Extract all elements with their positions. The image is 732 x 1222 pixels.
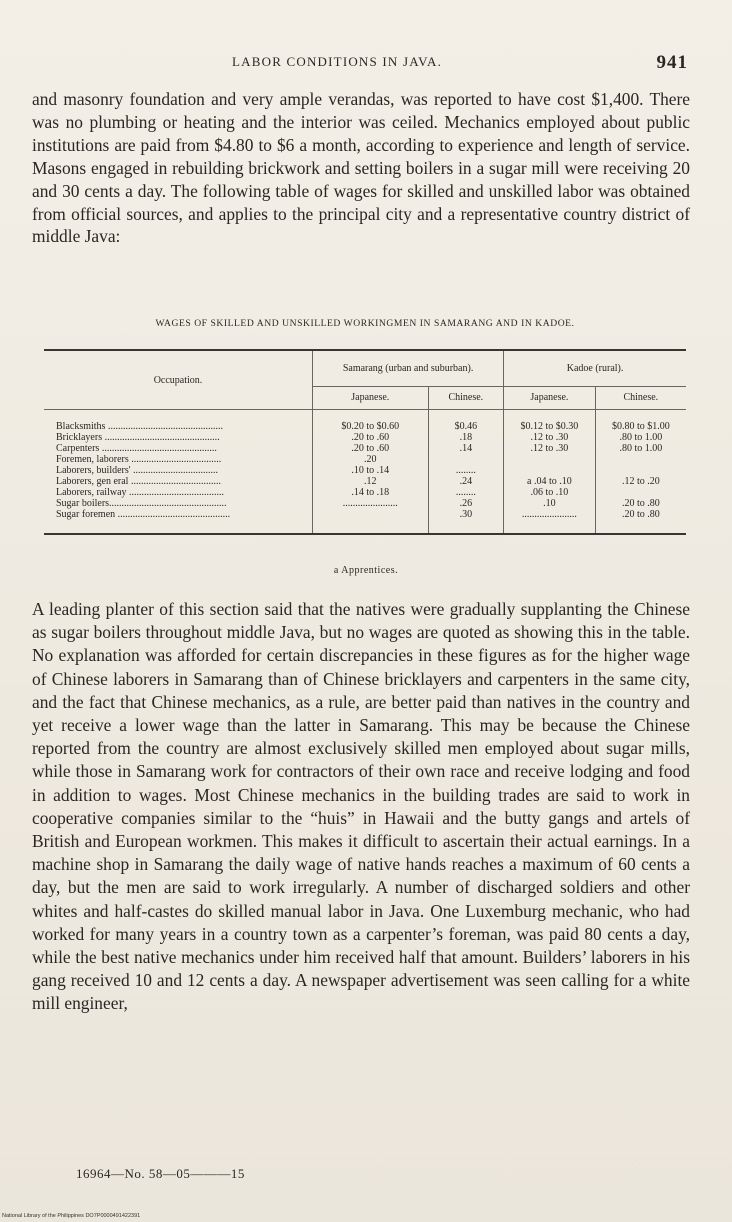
occupation-header: Occupation. [44, 350, 313, 410]
kadoe-chinese-cell: $0.80 to $1.00 [595, 410, 686, 433]
kadoe-japanese-cell [504, 454, 596, 465]
samarang-chinese-cell: ........ [428, 487, 504, 498]
samarang-japanese-cell: .14 to .18 [313, 487, 429, 498]
kadoe-japanese-cell: a .04 to .10 [504, 476, 596, 487]
paragraph-intro: and masonry foundation and very ample verandas, was reported to have cost $1,400. There was no plumbing or heating and the interior was ceiled. Mechanics employed about public institutions are paid from $4.80 to $6 a month, according to experience and length of service. Masons engaged in rebuilding brickwork and setting boilers in a sugar mill were receiving 20 and 30 cents a day. The following table of wages for skilled and unskilled labor was obtained from official sources, and applies to the principal city and a representative country district of middle Java: [32, 89, 690, 247]
scan-credit: National Library of the Philippines DO7P0000491422391 [2, 1213, 141, 1219]
samarang-chinese-cell: .18 [428, 432, 504, 443]
occupation-cell: Blacksmiths .............................................. [44, 410, 313, 433]
occupation-cell: Bricklayers .............................................. [44, 432, 313, 443]
kadoe-japanese-cell: .12 to .30 [504, 432, 596, 443]
kadoe-header: Kadoe (rural). [504, 350, 686, 386]
japanese-header-kadoe: Japanese. [504, 386, 596, 409]
samarang-chinese-cell: .30 [428, 509, 504, 534]
samarang-japanese-cell: .20 [313, 454, 429, 465]
table-row [44, 487, 686, 498]
samarang-chinese-cell: .24 [428, 476, 504, 487]
occupation-cell: Laborers, gen eral .................................... [44, 476, 313, 487]
kadoe-chinese-cell: .80 to 1.00 [619, 443, 663, 454]
samarang-japanese-cell: ...................... [313, 498, 429, 509]
table-row [44, 432, 686, 443]
samarang-chinese-cell: $0.46 [428, 410, 504, 433]
table-row [44, 454, 686, 465]
kadoe-japanese-cell: .06 to .10 [504, 487, 596, 498]
occupation-cell: Sugar foremen ............................................. [44, 509, 313, 534]
samarang-chinese-cell: ........ [428, 465, 504, 476]
table-row [44, 509, 686, 534]
table-row [44, 498, 686, 509]
paragraph-discussion: A leading planter of this section said that the natives were gradually supplanting the Chinese as sugar boilers throughout middle Java, but no wages are quoted as showing this in the table. No explanation was afforded for certain discrepancies in these figures as for the higher wage of Chinese laborers in Samarang than of Chinese bricklayers and carpenters in the same city, and the fact that Chinese mechanics, as a rule, are better paid than natives in the country and yet receive a lower wage than the latter in Samarang. This may be because the Chinese reported from the country are almost exclusively skilled men employed about sugar mills, while those in Samarang work for contractors of their own race and receive lodging and food in addition to wages. Most Chinese mechanics in the building trades are said to work in cooperative companies similar to the “huis” in Hawaii and the butty gangs and artels of British and European workmen. This makes it difficult to ascertain their actual earnings. In a machine shop in Samarang the daily wage of native hands reaches a maximum of 60 cents a day, but the men are said to work irregularly. A number of discharged soldiers and other whites and half-castes do skilled manual labor in Java. One Luxemburg mechanic, who had worked for many years in a country town as a carpenter’s foreman, was paid 80 cents a day, while the best native mechanics under him received half that amount. Builders’ laborers in his gang received 10 and 12 cents a day. A newspaper advertisement was seen calling for a white mill engineer, [32, 599, 690, 1014]
japanese-header: Japanese. [313, 386, 429, 409]
occupation-cell: Laborers, builders' .................................. [44, 465, 313, 476]
kadoe-chinese-cell: .20 to .80 [595, 509, 686, 534]
chinese-header-kadoe: Chinese. [623, 392, 659, 404]
occupation-cell: Laborers, railway ...................................... [44, 487, 313, 498]
occupation-cell: Sugar boilers............................................... [44, 498, 313, 509]
kadoe-japanese-cell: $0.12 to $0.30 [504, 410, 596, 433]
occupation-cell: Foremen, laborers .................................... [44, 454, 313, 465]
chinese-header: Chinese. [428, 386, 504, 409]
kadoe-chinese-cell [595, 454, 686, 465]
samarang-japanese-cell: .20 to .60 [313, 432, 429, 443]
table-footnote: a Apprentices. [333, 565, 399, 576]
samarang-chinese-cell [428, 454, 504, 465]
samarang-japanese-cell [313, 509, 429, 534]
kadoe-japanese-cell: ...................... [504, 509, 596, 534]
samarang-header: Samarang (urban and suburban). [313, 350, 504, 386]
table-title: WAGES OF SKILLED AND UNSKILLED WORKINGMEN IN SAMARANG AND IN KADOE. [155, 318, 575, 329]
samarang-japanese-cell: .20 to .60 [313, 443, 429, 454]
occupation-cell: Carpenters .............................................. [44, 443, 313, 454]
table-row [44, 476, 686, 487]
kadoe-chinese-cell: .12 to .20 [621, 476, 660, 487]
kadoe-japanese-cell: .12 to .30 [504, 443, 596, 454]
kadoe-chinese-cell [595, 465, 686, 476]
samarang-japanese-cell: .10 to .14 [313, 465, 429, 476]
table-row [44, 410, 686, 433]
samarang-chinese-cell: .26 [428, 498, 504, 509]
kadoe-chinese-cell: .80 to 1.00 [619, 432, 663, 443]
samarang-chinese-cell: .14 [428, 443, 504, 454]
samarang-japanese-cell: .12 [313, 476, 429, 487]
kadoe-chinese-cell [595, 487, 686, 498]
table-row [44, 443, 686, 454]
samarang-japanese-cell: $0.20 to $0.60 [313, 410, 429, 433]
running-title: LABOR CONDITIONS IN JAVA. [232, 54, 443, 69]
kadoe-chinese-cell: .20 to .80 [621, 498, 660, 509]
table-row [44, 465, 686, 476]
wages-table [44, 349, 686, 535]
printer-signature: 16964—No. 58—05———15 [76, 1166, 245, 1181]
kadoe-japanese-cell: .10 [504, 498, 596, 509]
page-header [0, 52, 732, 78]
kadoe-japanese-cell [504, 465, 596, 476]
page-number: 941 [656, 52, 688, 73]
